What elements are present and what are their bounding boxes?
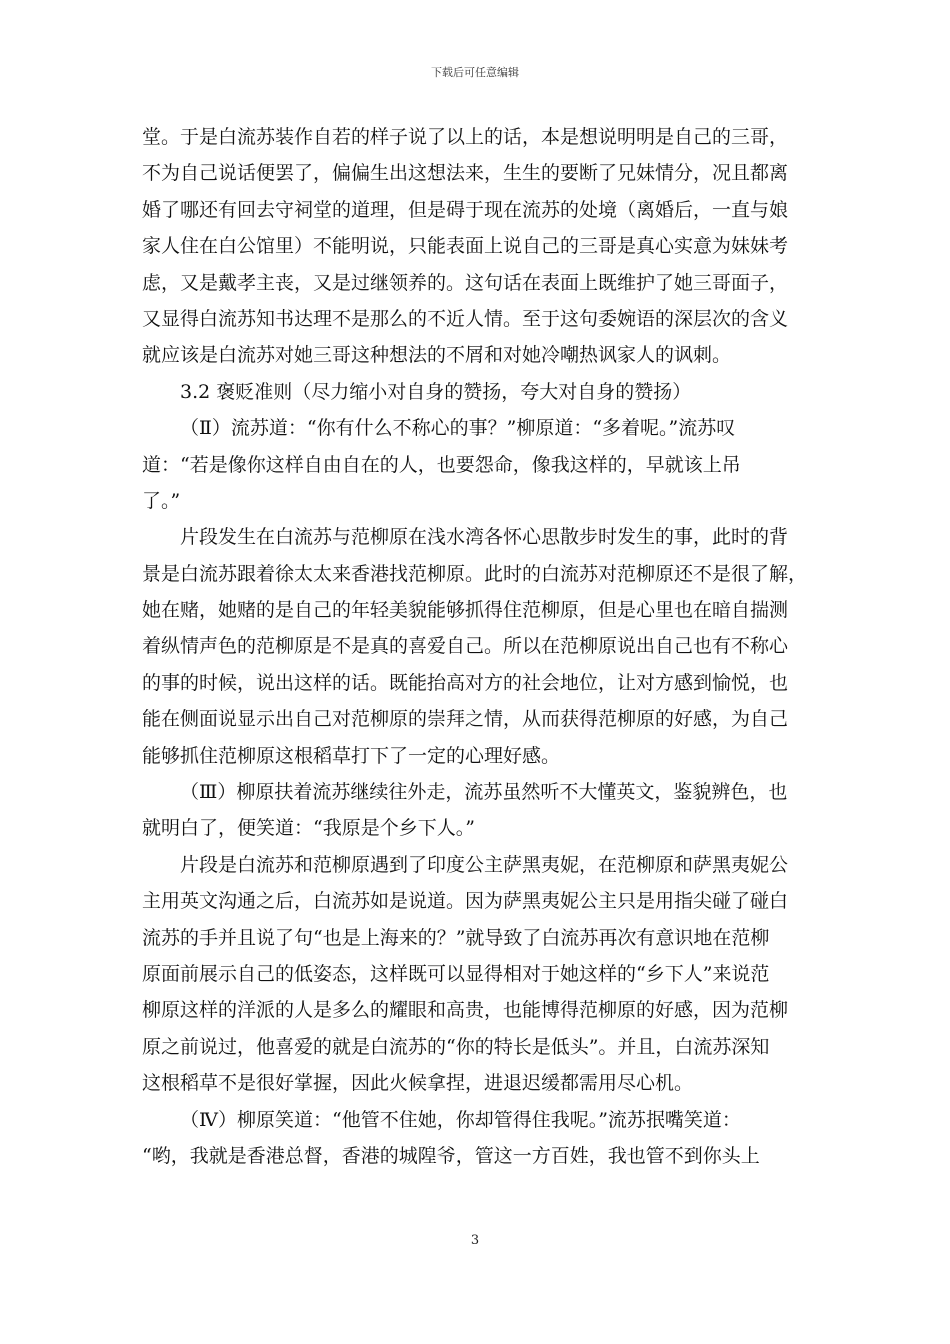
body-line: 了。” [142,489,181,512]
body-line: “哟，我就是香港总督，香港的城隍爷，管这一方百姓，我也管不到你头上 [142,1144,760,1167]
body-line: 能在侧面说显示出自己对范柳原的崇拜之情，从而获得范柳原的好感，为自己 [142,708,789,731]
body-line: 景是白流苏跟着徐太太来香港找范柳原。此时的白流苏对范柳原还不是很了解， [142,562,808,585]
section-heading: 3.2 褒贬准则（尽力缩小对自身的赞扬，夸大对自身的赞扬） [180,380,692,403]
body-line: 婚了哪还有回去守祠堂的道理，但是碍于现在流苏的处境（离婚后，一直与娘 [142,198,789,221]
body-line: （Ⅳ）柳原笑道：“他管不住她，你却管得住我呢。”流苏抿嘴笑道： [180,1108,741,1131]
body-line: 能够抓住范柳原这根稻草打下了一定的心理好感。 [142,744,561,767]
body-line: 主用英文沟通之后，白流苏如是说道。因为萨黑夷妮公主只是用指尖碰了碰白 [142,890,789,913]
body-line: 片段是白流苏和范柳原遇到了印度公主萨黑夷妮，在范柳原和萨黑夷妮公 [180,853,789,876]
body-line: 片段发生在白流苏与范柳原在浅水湾各怀心思散步时发生的事，此时的背 [180,526,789,549]
body-line: 流苏的手并且说了句“也是上海来的？”就导致了白流苏再次有意识地在范柳 [142,926,770,949]
body-line: 柳原这样的洋派的人是多么的耀眼和高贵，也能博得范柳原的好感，因为范柳 [142,999,789,1022]
page-header: 下载后可任意编辑 [431,66,519,79]
body-line: 堂。于是白流苏装作自若的样子说了以上的话，本是想说明明是自己的三哥， [142,126,789,148]
body-line: 就应该是白流苏对她三哥这种想法的不屑和对她冷嘲热讽家人的讽刺。 [142,344,732,367]
body-line: 原之前说过，他喜爱的就是白流苏的“你的特长是低头”。并且，白流苏深知 [142,1035,770,1058]
body-line: 原面前展示自己的低姿态，这样既可以显得相对于她这样的“乡下人”来说范 [142,962,770,985]
page-number: 3 [470,1233,480,1248]
body-line: 不为自己说话便罢了，偏偏生出这想法来，生生的要断了兄妹情分，况且都离 [142,162,789,185]
body-line: 家人住在白公馆里）不能明说，只能表面上说自己的三哥是真心实意为妹妹考 [142,235,789,258]
body-line: （Ⅲ）柳原扶着流苏继续往外走，流苏虽然听不大懂英文，鉴貌辨色，也 [180,781,788,804]
body-line: 她在赌，她赌的是自己的年轻美貌能够抓得住范柳原，但是心里也在暗自揣测 [142,599,789,622]
body-line: （Ⅱ）流苏道：“你有什么不称心的事？”柳原道：“多着呢。”流苏叹 [180,417,736,440]
body-line: 就明白了，便笑道：“我原是个乡下人。” [142,817,475,840]
body-line: 道：“若是像你这样自由自在的人，也要怨命，像我这样的，早就该上吊 [142,453,741,476]
body-line: 虑，又是戴孝主丧，又是过继领养的。这句话在表面上既维护了她三哥面子， [142,271,789,294]
document-body [142,119,810,1174]
body-line: 这根稻草不是很好掌握，因此火候拿捏，进退迟缓都需用尽心机。 [142,1072,694,1095]
body-line: 着纵情声色的范柳原是不是真的喜爱自己。所以在范柳原说出自己也有不称心 [142,635,789,658]
body-line: 的事的时候，说出这样的话。既能抬高对方的社会地位，让对方感到愉悦，也 [142,671,789,694]
body-line: 又显得白流苏知书达理不是那么的不近人情。至于这句委婉语的深层次的含义 [142,307,789,330]
